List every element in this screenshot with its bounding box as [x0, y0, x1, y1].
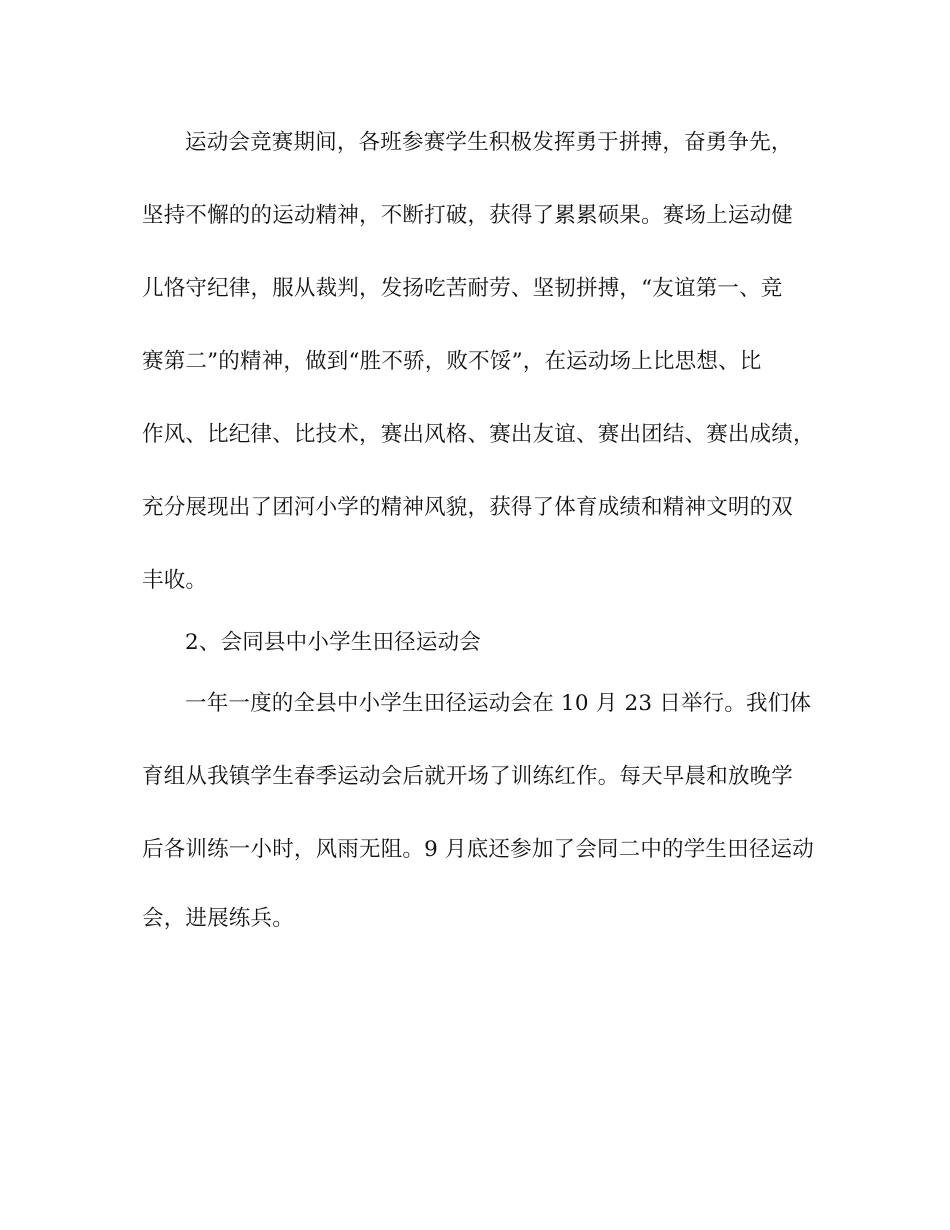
paragraph1-line-1: 运动会竞赛期间，各班参赛学生积极发挥勇于拼搏，奋勇争先， [185, 130, 793, 155]
paragraph1-line-2: 坚持不懈的的运动精神，不断打破，获得了累累硕果。赛场上运动健 [142, 203, 794, 228]
paragraph1-line-5: 作风、比纪律、比技术，赛出风格、赛出友谊、赛出团结、赛出成绩， [142, 422, 815, 447]
section-heading: 2、会同县中小学生田径运动会 [185, 630, 481, 655]
paragraph2-line-4: 会，进展练兵。 [142, 906, 294, 931]
paragraph2-line-3: 后各训练一小时，风雨无阻。9 月底还参加了会同二中的学生田径运动 [142, 837, 814, 862]
paragraph1-line-4: 赛第二”的精神，做到“胜不骄，败不馁”，在运动场上比思想、比 [142, 349, 762, 374]
paragraph1-line-3: 儿恪守纪律，服从裁判，发扬吃苦耐劳、坚韧拼搏，“友谊第一、竞 [142, 276, 783, 301]
paragraph2-line-1: 一年一度的全县中小学生田径运动会在 10 月 23 日举行。我们体 [185, 691, 812, 716]
paragraph1-line-6: 充分展现出了团河小学的精神风貌，获得了体育成绩和精神文明的双 [142, 495, 794, 520]
paragraph1-line-7: 丰收。 [142, 568, 208, 593]
paragraph2-line-2: 育组从我镇学生春季运动会后就开场了训练红作。每天早晨和放晚学 [142, 764, 794, 789]
